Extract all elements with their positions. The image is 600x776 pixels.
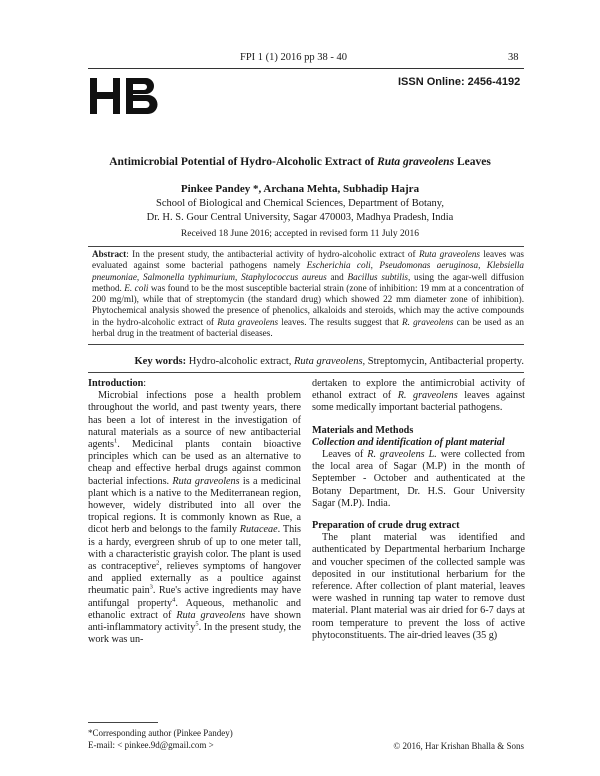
abstract: Abstract: In the present study, the antibacterial activity of hydro-alcoholic extract of Ruta graveolens leaves was evaluated against some bacterial pathogens namely Escherichia coli, Pseudomonas aeruginosa, Klebsiella pneumoniae, Salmonella typhimurium, Staphylococcus aureus and Bacillus subtilis, using the agar-well diffusion method. E. coli was found to be the most susceptible bacterial strain (zone of inhibition: 19 mm at a concentration of 200 mg/ml), while that of streptomycin (the standard drug) which showed 22 mm diameter zone of inhibition). Phytochemical analysis showed the presence of phenolics, alkaloids and steroids, which may the active compounds in the hydro-alcoholic extract of Ruta graveolens leaves. The results suggest that R. graveolens can be used as an herbal drug in the treatment of bacterial diseases. — [92, 249, 524, 339]
received-dates: Received 18 June 2016; accepted in revised form 11 July 2016 — [180, 229, 420, 239]
copyright: © 2016, Har Krishan Bhalla & Sons — [393, 741, 524, 751]
introduction-continued: dertaken to explore the antimicrobial activity of ethanol extract of R. graveolens leaves against some medically important bacterial pathogens. — [312, 378, 526, 414]
authors: Pinkee Pandey *, Archana Mehta, Subhadip Hajra — [180, 183, 420, 195]
issn: ISSN Online: 2456-4192 — [398, 76, 521, 88]
keywords: Key words: Hydro-alcoholic extract, Ruta graveolens, Streptomycin, Antibacterial property. — [134, 356, 524, 367]
page-number: 38 — [508, 52, 519, 63]
collection-paragraph: Leaves of R. graveolens L. were collected from the local area of Sagar (M.P) in the month of September - October and authenticated at the Botany Department, Dr. H.S. Gour University Sagar (M.P). India. — [312, 449, 525, 509]
right-column — [312, 378, 525, 642]
keywords-rule — [88, 372, 524, 373]
email-link[interactable]: E-mail: < pinkee.9d@gmail.com > — [88, 739, 214, 750]
abstract-bottom-rule — [88, 344, 524, 345]
publisher-logo — [90, 78, 160, 119]
preparation-subheading: Preparation of crude drug extract — [312, 520, 460, 532]
hb-logo-icon — [90, 78, 160, 114]
journal-reference: FPI 1 (1) 2016 pp 38 - 40 — [240, 52, 348, 63]
left-column — [88, 378, 301, 646]
preparation-paragraph: The plant material was identified and authenticated by Departmental herbarium Incharge and voucher specimen of the collected sample was deposited in our institutional herbarium for the reference. After collection of plant material, leaves were washed in running tap water to remove dust material. Plant material was air dried for 6-7 days at room temperature to prevent the loss of active phytoconstituents. The air-dried leaves (35 g) — [312, 532, 525, 641]
footnote — [88, 728, 233, 751]
affiliation-line-2: Dr. H. S. Gour Central University, Sagar 470003, Madhya Pradesh, India — [146, 212, 454, 223]
corresponding-author: *Corresponding author (Pinkee Pandey) — [88, 728, 233, 738]
header-rule — [88, 68, 524, 69]
affiliation-line-1: School of Biological and Chemical Sciences, Department of Botany, — [156, 198, 444, 209]
introduction-heading: Introduction: — [88, 378, 147, 389]
collection-subheading: Collection and identification of plant material — [312, 436, 505, 448]
introduction-paragraph: Microbial infections pose a health problem throughout the world, and past twenty years, there has been a lot of interest in the investigation of natural materials as a source of new antibacterial agents$^1$. Medicinal plants contain bioactive principles which can be used as an alternative to cheap and effective herbal drugs against common bacterial infections. Ruta graveolens is a medicinal plant which is a native to the Mediterranean region, however, widely distributed into all over the tropical regions. It is commonly known as Rue, a dicot herb and belongs to the family Rutaceae. This is a hardy, evergreen shrub of up to one meter tall, with a characteristic grayish color. The plant is used as contraceptive$^2$, relieves symptoms of hangover and applied externally as a poultice against rheumatic pain$^3$. Rue's active ingredients may have antifungal property$^4$. Aqueous, methanolic and ethanolic extract of Ruta graveolens have shown anti-inflammatory activity$^5$. In the present study, the work was un- — [88, 390, 302, 646]
article-title: Antimicrobial Potential of Hydro-Alcoholic Extract of Ruta graveolens Leaves — [109, 156, 491, 168]
abstract-label: Abstract — [92, 249, 127, 259]
footnote-rule — [88, 722, 158, 723]
methods-heading: Materials and Methods — [312, 424, 414, 436]
abstract-top-rule — [88, 246, 524, 247]
